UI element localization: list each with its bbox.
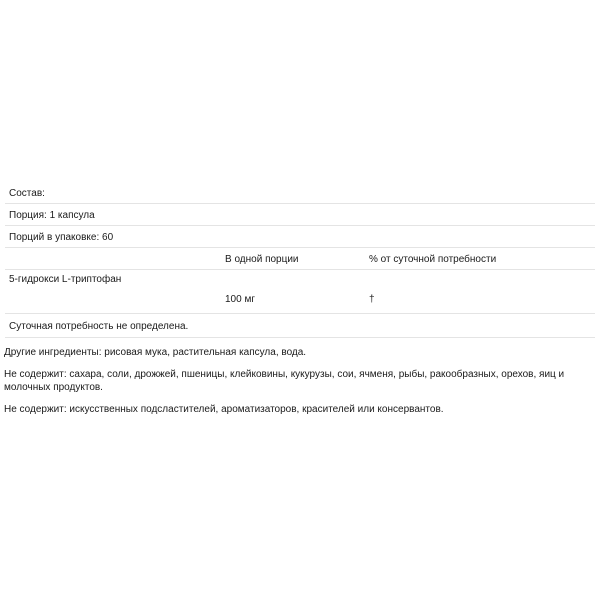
daily-value-note-row — [5, 314, 595, 338]
composition-label: Состав: — [9, 188, 45, 199]
supplement-facts-table — [5, 182, 595, 338]
free-from-additives-note: Не содержит: искусственных подсластителей, ароматизаторов, красителей или консервантов. — [4, 404, 444, 415]
other-ingredients-note: Другие ингредиенты: рисовая мука, растительная капсула, вода. — [4, 347, 307, 358]
composition-row — [5, 182, 595, 204]
serving-size: Порция: 1 капсула — [9, 210, 95, 221]
ingredient-amount: 100 мг — [225, 294, 255, 305]
serving-size-row — [5, 204, 595, 226]
daily-value-header: % от суточной потребности — [369, 254, 497, 265]
free-from-allergens-note: Не содержит: сахара, соли, дрожжей, пшеницы, клейковины, кукурузы, сои, ячменя, рыбы, ракообразных, орехов, яиц и молочных продуктов. — [4, 369, 565, 393]
table-header-row — [5, 248, 595, 270]
daily-value-note: Суточная потребность не определена. — [9, 321, 189, 332]
servings-per-container-row — [5, 226, 595, 248]
per-serving-header: В одной порции — [225, 254, 299, 265]
ingredient-name: 5-гидрокси L-триптофан — [9, 274, 122, 285]
servings-per-container: Порций в упаковке: 60 — [9, 232, 114, 243]
ingredient-row — [5, 270, 595, 314]
ingredient-daily-value: † — [369, 294, 375, 305]
additional-notes — [4, 346, 594, 426]
